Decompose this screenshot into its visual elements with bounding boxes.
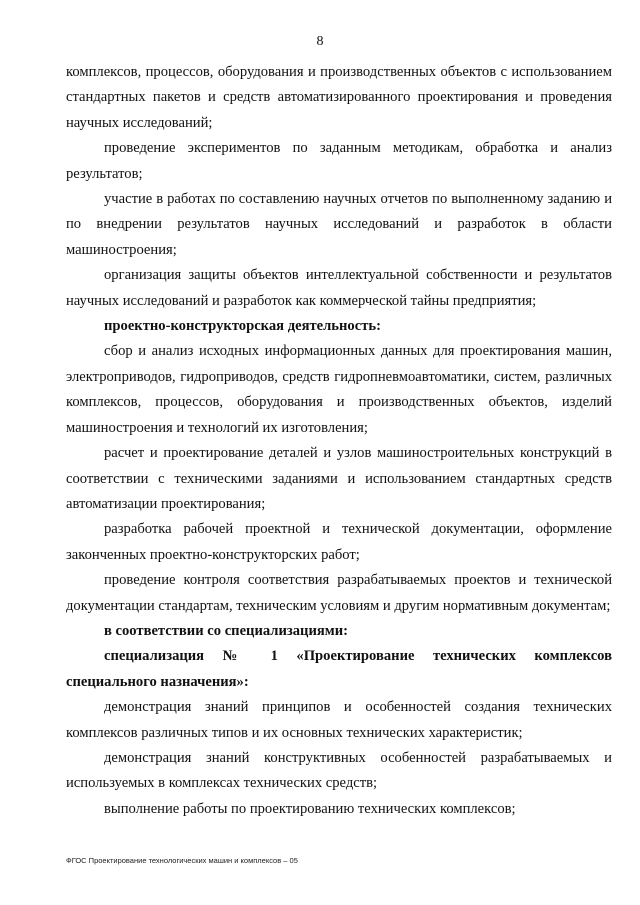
section-heading: в соответствии со специализациями: <box>104 622 348 639</box>
specialization-heading: специализация № 1 «Проектирование технических комплексов специального назначения»: <box>66 648 612 690</box>
paragraph: организация защиты объектов интеллектуальной собственности и результатов научных исследований и разработок как коммерческой тайны предприятия; <box>66 267 612 309</box>
paragraph: выполнение работы по проектированию технических комплексов; <box>104 800 516 817</box>
section-heading: проектно-конструкторская деятельность: <box>104 318 381 335</box>
paragraph: демонстрация знаний принципов и особенностей создания технических комплексов различных типов и их основных технических характеристик; <box>66 699 612 741</box>
paragraph: проведение экспериментов по заданным методикам, обработка и анализ результатов; <box>66 140 612 182</box>
paragraph: сбор и анализ исходных информационных данных для проектирования машин, электроприводов, гидроприводов, средств гидропневмоавтоматики, систем, различных комплексов, процессов, оборудования и производственных объектов, изделий машиностроения и технологий их изготовления; <box>66 343 612 436</box>
paragraph: проведение контроля соответствия разрабатываемых проектов и технической документации стандартам, техническим условиям и другим нормативным документам; <box>66 572 612 614</box>
paragraph: разработка рабочей проектной и технической документации, оформление законченных проектно-конструкторских работ; <box>66 521 612 563</box>
paragraph: участие в работах по составлению научных отчетов по выполненному заданию и по внедрении результатов научных исследований и разработок в области машиностроения; <box>66 191 612 258</box>
paragraph: комплексов, процессов, оборудования и производственных объектов с использованием стандартных пакетов и средств автоматизированного проектирования и проведения научных исследований; <box>66 64 612 131</box>
paragraph: демонстрация знаний конструктивных особенностей разрабатываемых и используемых в комплексах технических средств; <box>66 749 612 792</box>
page-footer: ФГОС Проектирование технологических машин и комплексов – 05 <box>66 856 298 865</box>
paragraph: расчет и проектирование деталей и узлов машиностроительных конструкций в соответствии с техническими заданиями и использованием стандартных средств автоматизации проектирования; <box>66 445 612 512</box>
page-number: 8 <box>316 34 324 49</box>
body-text <box>66 60 612 822</box>
